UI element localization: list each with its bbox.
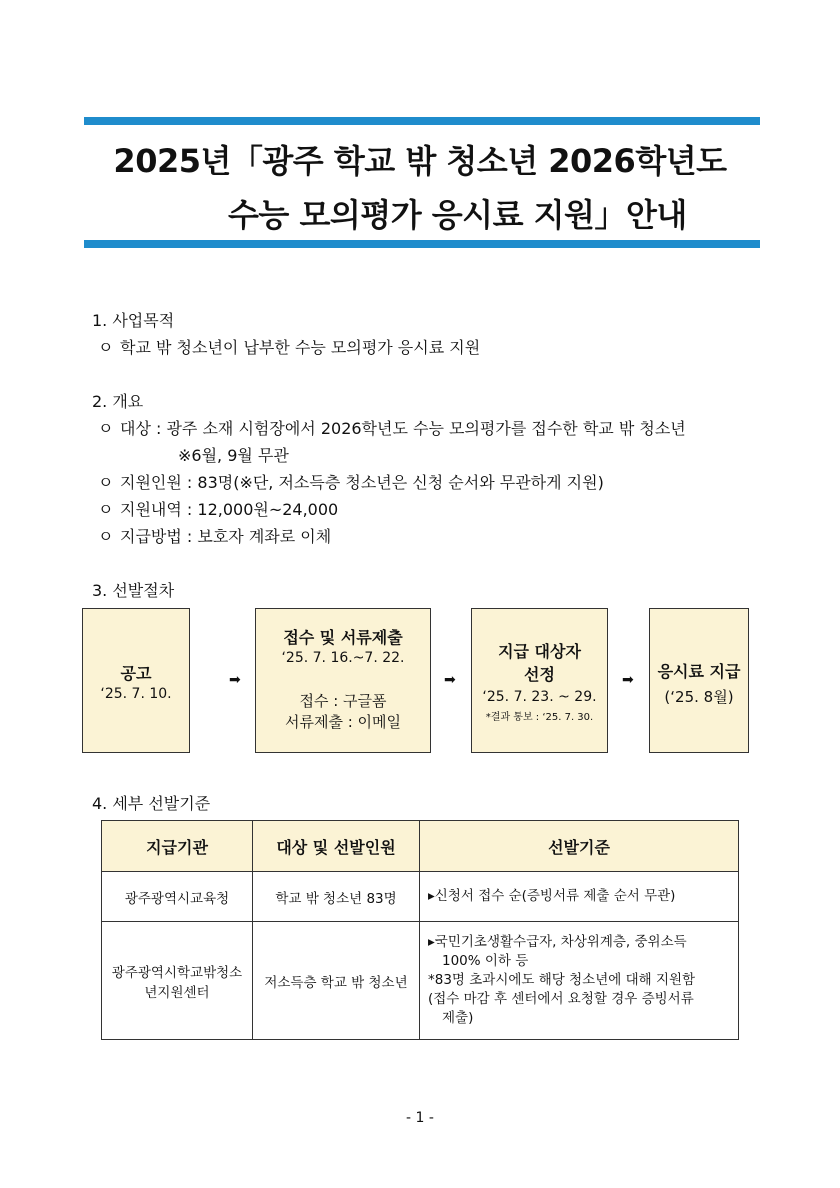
section2-item-count: ㅇ 지원인원 : 83명(※단, 저소득층 청소년은 신청 순서와 무관하게 지원)	[98, 470, 604, 493]
section3-heading: 3. 선발절차	[92, 581, 175, 600]
bullet-circle-icon: ㅇ	[98, 527, 114, 546]
section2-item-method: ㅇ 지급방법 : 보호자 계좌로 이체	[98, 524, 331, 547]
bullet-circle-icon: ㅇ	[98, 500, 114, 519]
section1-item	[98, 335, 480, 358]
title-bottom-bar	[84, 240, 760, 248]
header-org: 지급기관	[102, 821, 253, 872]
cell-org: 광주광역시학교밖청소 년지원센터	[102, 922, 253, 1040]
page-title-line1: 2025년「광주 학교 밖 청소년 2026학년도	[113, 142, 727, 180]
header-criteria: 선발기준	[420, 821, 739, 872]
page-title-line2: 수능 모의평가 응시료 지원」안내	[228, 196, 687, 234]
step-selection: 지급 대상자 선정 ‘25. 7. 23. ~ 29. *결과 통보 : ‘25. 7. 30.	[471, 608, 608, 753]
step-announcement: 공고 ‘25. 7. 10.	[82, 608, 190, 753]
cell-criteria: ▸신청서 접수 순(증빙서류 제출 순서 무관)	[420, 872, 739, 922]
bullet-circle-icon: ㅇ	[98, 419, 114, 438]
cell-target: 저소득층 학교 밖 청소년	[253, 922, 420, 1040]
cell-org: 광주광역시교육청	[102, 872, 253, 922]
header-target: 대상 및 선발인원	[253, 821, 420, 872]
table-header-row	[102, 821, 739, 872]
criteria-table	[101, 820, 739, 1040]
section4-heading: 4. 세부 선발기준	[92, 794, 211, 813]
section2-heading: 2. 개요	[92, 392, 144, 411]
cell-target: 학교 밖 청소년 83명	[253, 872, 420, 922]
title-top-bar	[84, 117, 760, 125]
section2-item-amount: ㅇ 지원내역 : 12,000원~24,000	[98, 497, 338, 520]
page-number: - 1 -	[406, 1110, 434, 1126]
step-application: 접수 및 서류제출 ‘25. 7. 16.~7. 22. 접수 : 구글폼 서류제출 : 이메일	[255, 608, 431, 753]
section1-heading: 1. 사업목적	[92, 311, 175, 330]
arrow-right-icon: ➡	[622, 672, 634, 688]
arrow-right-icon: ➡	[444, 672, 456, 688]
section2-item-target: ㅇ 대상 : 광주 소재 시험장에서 2026학년도 수능 모의평가를 접수한 학교 밖 청소년	[98, 416, 686, 439]
bullet-circle-icon: ㅇ	[98, 338, 114, 357]
section1-item-text: 학교 밖 청소년이 납부한 수능 모의평가 응시료 지원	[120, 338, 481, 357]
section2-note: ※6월, 9월 무관	[178, 446, 289, 465]
cell-criteria: ▸국민기초생활수급자, 차상위계층, 중위소득 100% 이하 등 *83명 초과시에도 해당 청소년에 대해 지원함 (접수 마감 후 센터에서 요청할 경우 증빙서류 제출)	[420, 922, 739, 1040]
bullet-circle-icon: ㅇ	[98, 473, 114, 492]
arrow-right-icon: ➡	[229, 672, 241, 688]
step-payment: 응시료 지급 (‘25. 8월)	[649, 608, 749, 753]
table-row	[102, 872, 739, 922]
table-row	[102, 922, 739, 1040]
